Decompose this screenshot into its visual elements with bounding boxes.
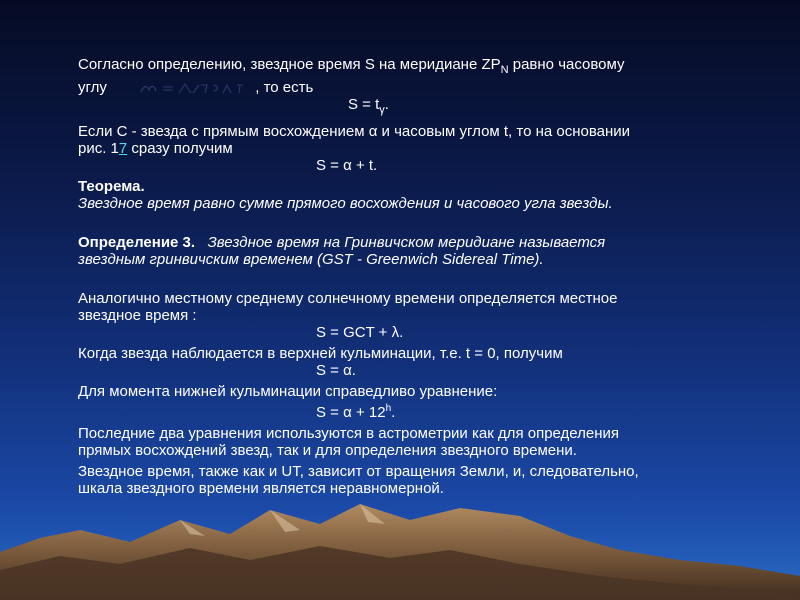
paragraph-local-cont: звездное время : bbox=[78, 307, 197, 324]
paragraph-star: Если С - звезда с прямым восхождением α и часовым углом t, то на основании bbox=[78, 123, 631, 140]
mountains-decoration bbox=[0, 490, 800, 600]
definition-text-cont: звездным гринвичским временем (GST - Greenwich Sidereal Time). bbox=[78, 251, 544, 268]
figure-link[interactable]: 7 bbox=[118, 140, 128, 157]
formula-text: . bbox=[391, 404, 396, 421]
formula-1 bbox=[78, 96, 768, 119]
text-line: сразу получим bbox=[127, 140, 233, 157]
text-line: рис. 1 bbox=[78, 140, 119, 157]
formula-image bbox=[139, 81, 247, 96]
formula-3: S = GCT + λ. bbox=[316, 324, 404, 341]
subscript: N bbox=[500, 64, 509, 76]
paragraph-usage: Последние два уравнения используются в астрометрии как для определения bbox=[78, 425, 620, 442]
theorem-label: Теорема. bbox=[78, 178, 145, 195]
paragraph-lower: Для момента нижней кульминации справедливо уравнение: bbox=[78, 383, 498, 400]
formula-2: S = α + t. bbox=[316, 157, 378, 174]
paragraph-star-cont bbox=[78, 140, 768, 157]
paragraph-usage-cont: прямых восхождений звезд, так и для определения звездного времени. bbox=[78, 442, 577, 459]
definition-label: Определение 3. bbox=[78, 234, 196, 251]
paragraph-ut: Звездное время, также как и UT, зависит от вращения Земли, и, следовательно, bbox=[78, 463, 639, 480]
paragraph-ut-cont: шкала звездного времени является неравномерной. bbox=[78, 480, 444, 497]
superscript: h bbox=[385, 403, 392, 414]
slide-text bbox=[78, 56, 768, 497]
definition-text: Звездное время на Гринвичском меридиане называется bbox=[207, 234, 606, 251]
text-line: углу bbox=[78, 79, 107, 96]
paragraph-upper: Когда звезда наблюдается в верхней кульминации, т.е. t = 0, получим bbox=[78, 345, 563, 362]
paragraph-local: Аналогично местному среднему солнечному времени определяется местное bbox=[78, 290, 618, 307]
definition-3 bbox=[78, 234, 768, 251]
formula-text: S = t bbox=[348, 96, 380, 113]
text-line: , то есть bbox=[255, 79, 314, 96]
paragraph-definition bbox=[78, 56, 768, 79]
paragraph-definition-cont bbox=[78, 79, 768, 96]
formula-4: S = α. bbox=[316, 362, 356, 379]
text-line: Согласно определению, звездное время S на меридиане ZP bbox=[78, 56, 501, 73]
subscript: γ bbox=[379, 104, 385, 116]
formula-text: . bbox=[384, 96, 389, 113]
formula-text: S = α + 12 bbox=[316, 404, 386, 421]
theorem-text: Звездное время равно сумме прямого восхождения и часового угла звезды. bbox=[78, 195, 613, 212]
formula-5 bbox=[78, 400, 768, 421]
text-line: равно часовому bbox=[508, 56, 625, 73]
